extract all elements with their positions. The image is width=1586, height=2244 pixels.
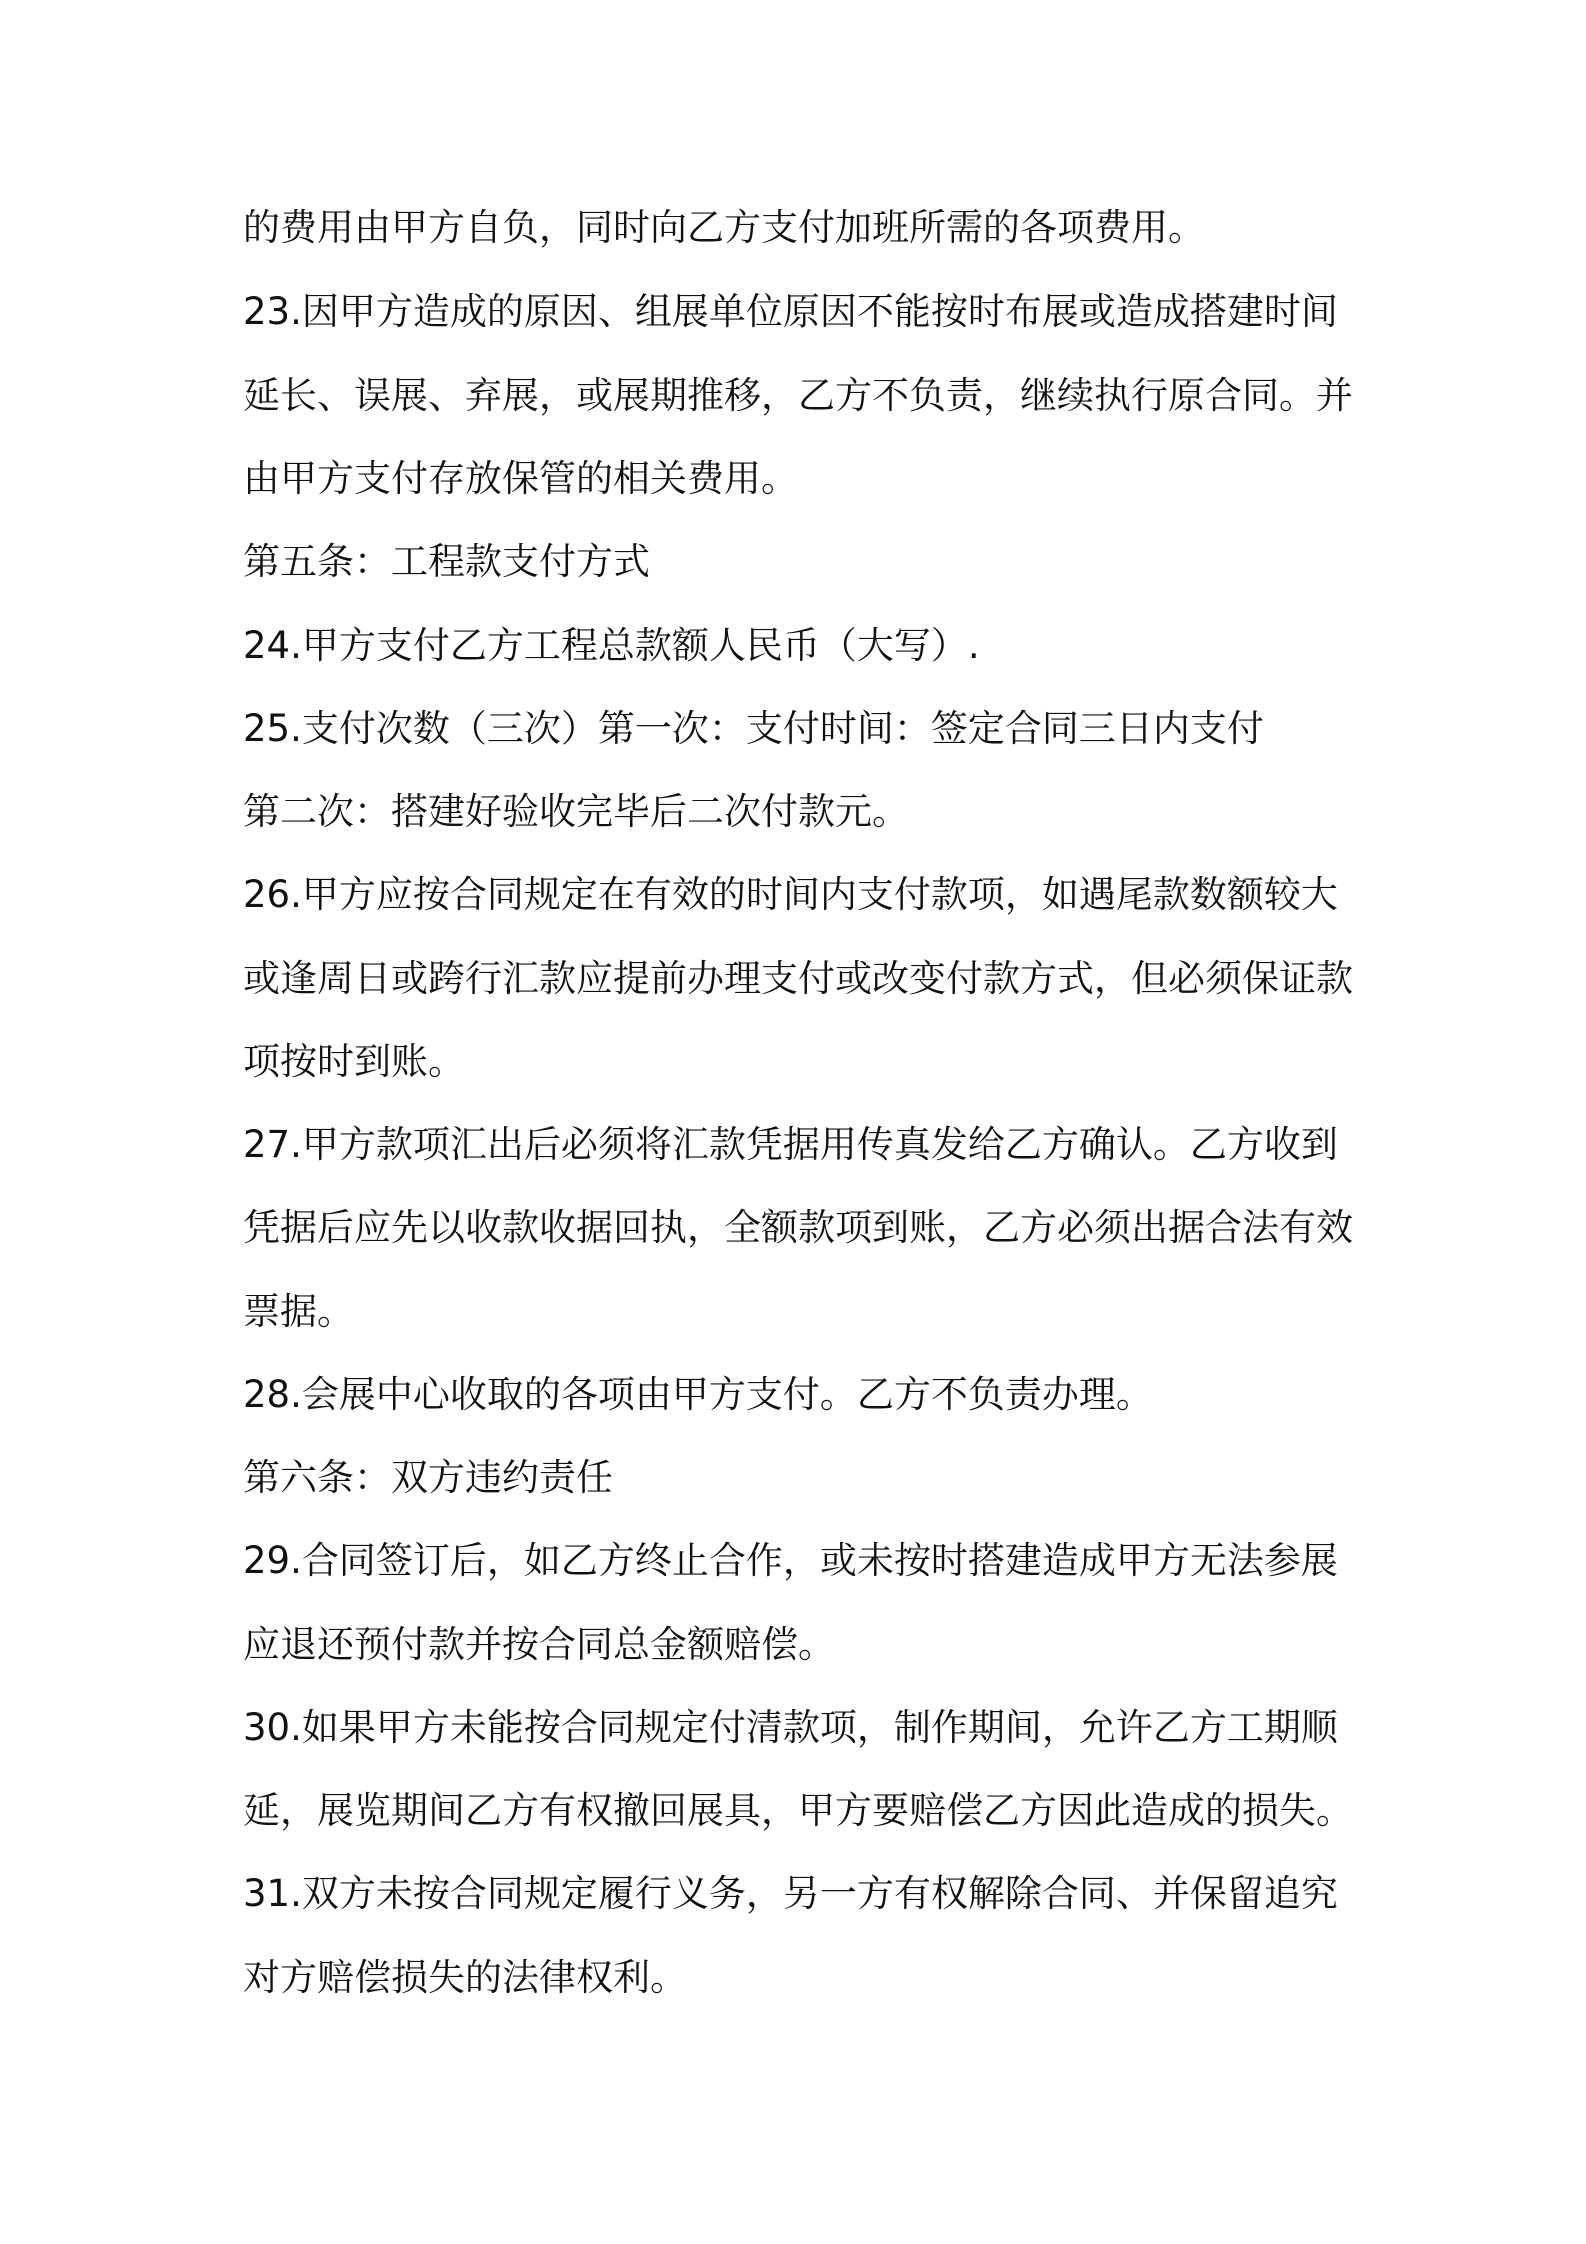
text-line: 票据。 (243, 1290, 354, 1333)
text-line: 凭据后应先以收款收据回执，全额款项到账，乙方必须出据合法有效 (243, 1206, 1353, 1249)
text-line: 31.双方未按合同规定履行义务，另一方有权解除合同、并保留追究 (243, 1872, 1338, 1915)
text-line: 25.支付次数（三次）第一次：支付时间：签定合同三日内支付 (243, 707, 1264, 750)
text-line: 应退还预付款并按合同总金额赔偿。 (243, 1623, 835, 1666)
text-line: 27.甲方款项汇出后必须将汇款凭据用传真发给乙方确认。乙方收到 (243, 1123, 1338, 1166)
text-line: 对方赔偿损失的法律权利。 (243, 1956, 687, 1999)
text-line: 29.合同签订后，如乙方终止合作，或未按时搭建造成甲方无法参展 (243, 1539, 1338, 1582)
text-line: 项按时到账。 (243, 1040, 465, 1083)
text-line: 28.会展中心收取的各项由甲方支付。乙方不负责办理。 (243, 1373, 1153, 1416)
section-heading: 第五条：工程款支付方式 (243, 540, 650, 583)
text-line: 延长、误展、弃展，或展期推移，乙方不负责，继续执行原合同。并 (243, 374, 1353, 417)
text-line: 26.甲方应按合同规定在有效的时间内支付款项，如遇尾款数额较大 (243, 873, 1338, 916)
text-line: 第二次：搭建好验收完毕后二次付款元。 (243, 790, 909, 833)
text-line: 由甲方支付存放保管的相关费用。 (243, 457, 798, 500)
text-line: 24.甲方支付乙方工程总款额人民币（大写）. (243, 624, 980, 667)
text-line: 的费用由甲方自负，同时向乙方支付加班所需的各项费用。 (243, 206, 1205, 249)
text-line: 或逢周日或跨行汇款应提前办理支付或改变付款方式，但必须保证款 (243, 957, 1353, 1000)
text-line: 延，展览期间乙方有权撤回展具，甲方要赔偿乙方因此造成的损失。 (243, 1789, 1353, 1832)
section-heading: 第六条：双方违约责任 (243, 1456, 613, 1499)
text-line: 30.如果甲方未能按合同规定付清款项，制作期间，允许乙方工期顺 (243, 1706, 1338, 1749)
text-line: 23.因甲方造成的原因、组展单位原因不能按时布展或造成搭建时间 (243, 290, 1338, 333)
